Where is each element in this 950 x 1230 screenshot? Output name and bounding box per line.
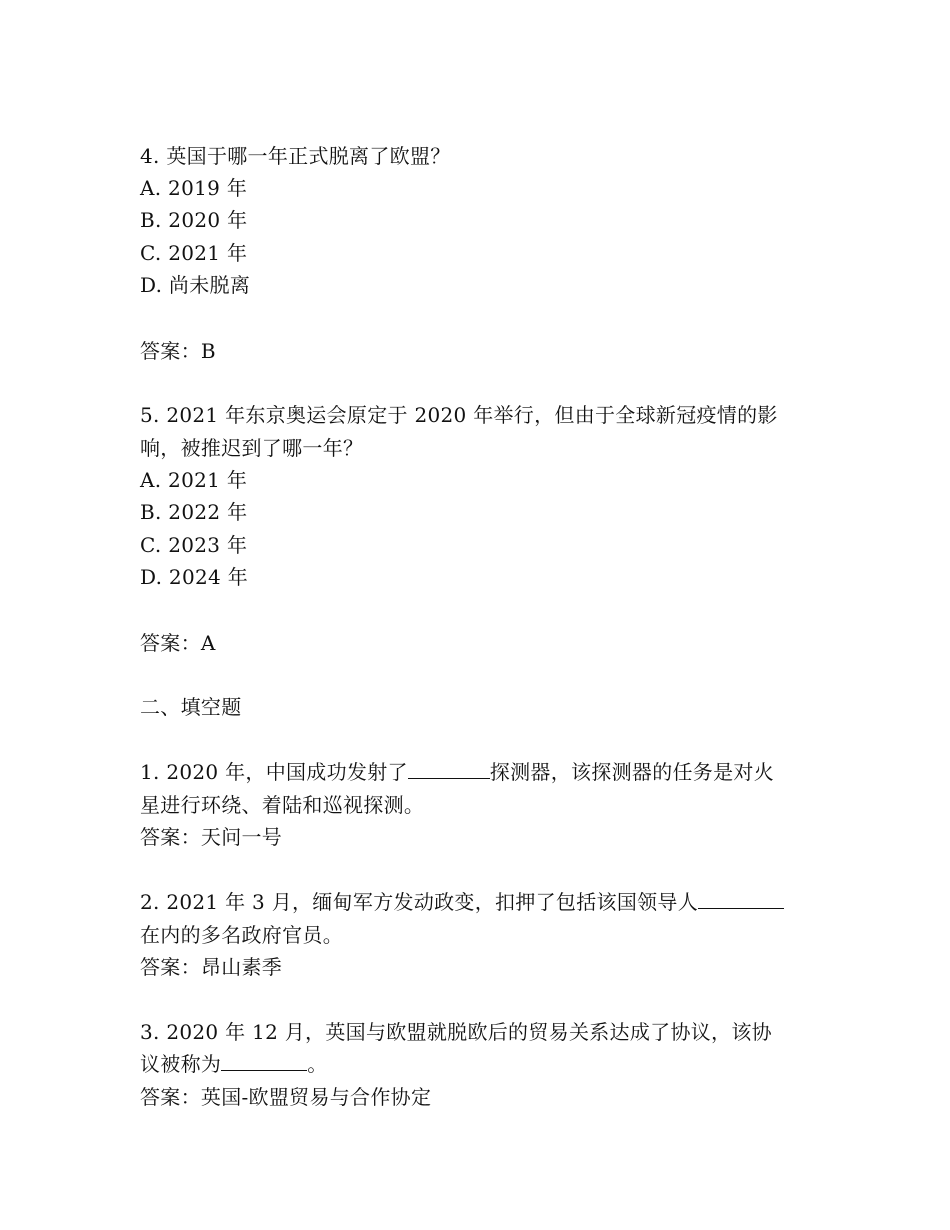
question-4-option-d: D. 尚未脱离 [140, 273, 251, 297]
fill-3-line-1: 3. 2020 年 12 月，英国与欧盟就脱欧后的贸易关系达成了协议，该协 [140, 1020, 772, 1044]
fill-3-text-after: 。 [307, 1052, 328, 1076]
question-5-option-c: C. 2023 年 [140, 533, 248, 557]
fill-1-answer: 答案：天问一号 [140, 825, 283, 849]
question-4-option-a: A. 2019 年 [140, 176, 248, 200]
question-5-stem-line-1: 5. 2021 年东京奥运会原定于 2020 年举行，但由于全球新冠疫情的影 [140, 403, 778, 427]
fill-2-line-2: 在内的多名政府官员。 [140, 923, 343, 947]
question-4-answer: 答案：B [140, 339, 216, 363]
fill-1-line-2: 星进行环绕、着陆和巡视探测。 [140, 793, 425, 817]
fill-2-blank [698, 890, 784, 909]
fill-3-text-before: 议被称为 [140, 1052, 222, 1076]
fill-1-text-after: 探测器，该探测器的任务是对火 [489, 760, 774, 784]
fill-3-line-2 [140, 1052, 328, 1076]
fill-3-answer: 答案：英国-欧盟贸易与合作协定 [140, 1085, 432, 1109]
question-5-option-d: D. 2024 年 [140, 565, 248, 589]
fill-3-blank [221, 1052, 307, 1071]
question-5-stem-line-2: 响，被推迟到了哪一年？ [140, 436, 364, 460]
fill-2-text-before: 2. 2021 年 3 月，缅甸军方发动政变，扣押了包括该国领导人 [140, 890, 699, 914]
question-5-option-a: A. 2021 年 [140, 468, 248, 492]
fill-1-blank [408, 760, 490, 779]
question-4-stem: 4. 英国于哪一年正式脱离了欧盟？ [140, 144, 451, 168]
question-5-answer: 答案：A [140, 631, 216, 655]
question-4-option-b: B. 2020 年 [140, 208, 248, 232]
question-5-option-b: B. 2022 年 [140, 500, 248, 524]
fill-2-line-1 [140, 890, 784, 914]
question-4-option-c: C. 2021 年 [140, 241, 248, 265]
fill-2-answer: 答案：昂山素季 [140, 955, 283, 979]
fill-1-line-1 [140, 760, 774, 784]
section-title-fill-in: 二、填空题 [140, 695, 242, 719]
fill-1-text-before: 1. 2020 年，中国成功发射了 [140, 760, 408, 784]
